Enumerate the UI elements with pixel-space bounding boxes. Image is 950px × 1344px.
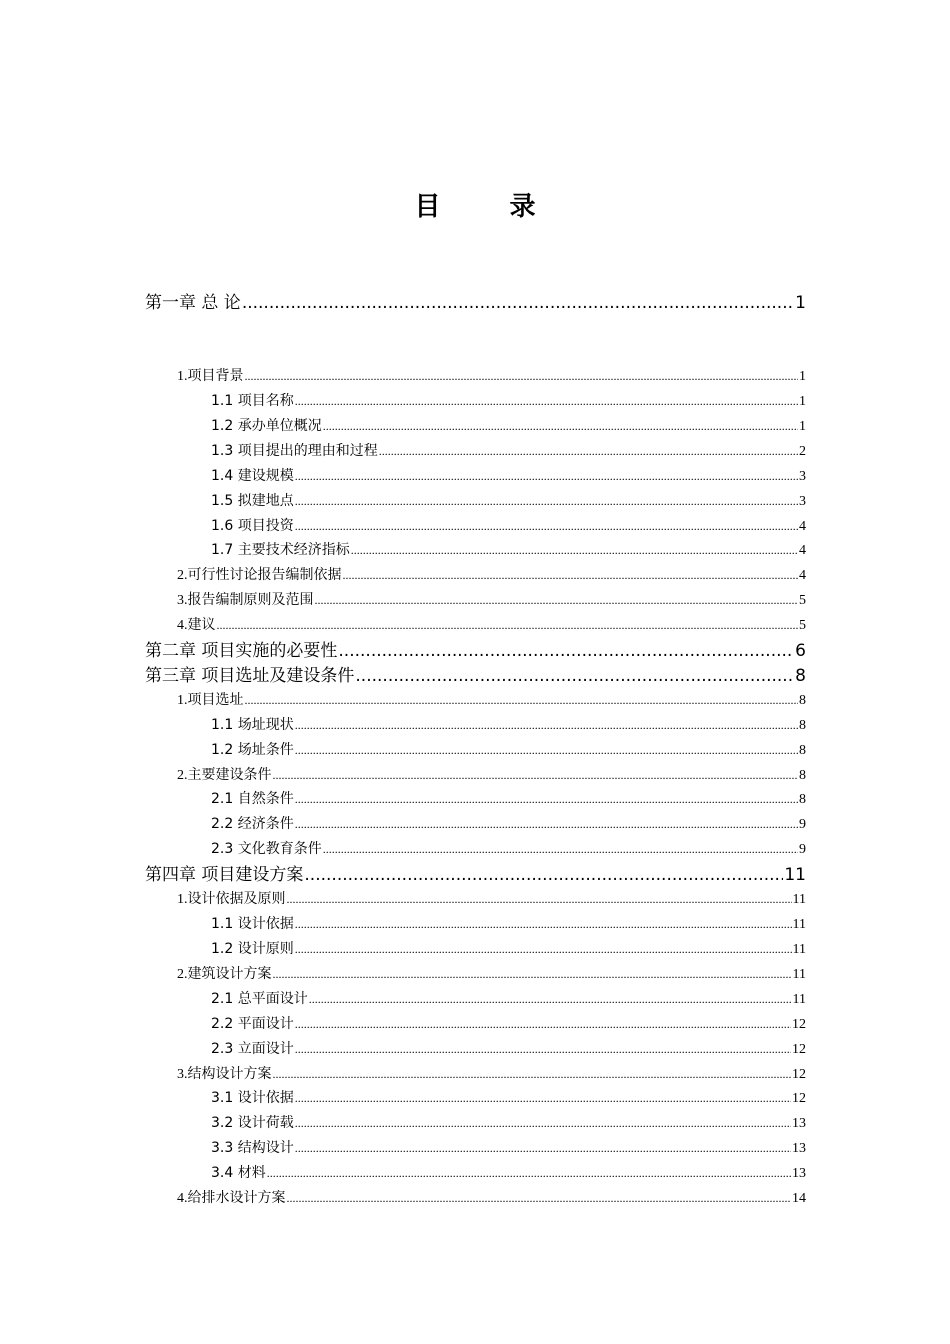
toc-leader-dots bbox=[295, 492, 798, 511]
toc-leader-dots bbox=[295, 741, 798, 760]
toc-leader-dots bbox=[295, 790, 798, 809]
toc-leader-dots bbox=[315, 591, 799, 610]
toc-leader-dots bbox=[351, 541, 798, 560]
toc-page-number: 1 bbox=[799, 419, 806, 434]
toc-page-number: 1 bbox=[799, 369, 806, 384]
toc-entry-label: 2.2 平面设计 bbox=[211, 1016, 294, 1032]
toc-entry-label: 第二章 项目实施的必要性 bbox=[145, 641, 338, 661]
toc-entry[interactable] bbox=[177, 616, 806, 635]
toc-leader-dots bbox=[304, 864, 783, 886]
toc-leader-dots bbox=[323, 417, 798, 436]
toc-entry-label: 1.6 项目投资 bbox=[211, 518, 294, 534]
toc-entry[interactable] bbox=[211, 417, 806, 436]
toc-entry[interactable] bbox=[177, 965, 806, 984]
toc-page-number: 11 bbox=[792, 942, 806, 957]
toc-page-number: 13 bbox=[792, 1166, 806, 1181]
toc-entry[interactable] bbox=[177, 367, 806, 386]
toc-leader-dots bbox=[287, 890, 792, 909]
toc-entry[interactable] bbox=[211, 1040, 806, 1059]
toc-page-number: 11 bbox=[792, 917, 806, 932]
toc-leader-dots bbox=[273, 766, 799, 785]
toc-page-number: 5 bbox=[799, 593, 806, 608]
toc-entry[interactable] bbox=[211, 741, 806, 760]
toc-leader-dots bbox=[245, 691, 799, 710]
toc-page-number: 4 bbox=[799, 543, 806, 558]
toc-leader-dots bbox=[295, 517, 798, 536]
toc-entry[interactable] bbox=[145, 292, 806, 314]
toc-leader-dots bbox=[295, 1114, 791, 1133]
toc-page-number: 3 bbox=[799, 494, 806, 509]
toc-page-number: 6 bbox=[795, 641, 806, 661]
toc-leader-dots bbox=[323, 840, 798, 859]
toc-page-number: 11 bbox=[792, 967, 806, 982]
toc-leader-dots bbox=[295, 815, 798, 834]
toc-leader-dots bbox=[295, 392, 798, 411]
toc-entry-label: 3.4 材料 bbox=[211, 1165, 266, 1181]
toc-entry-label: 4.给排水设计方案 bbox=[177, 1191, 286, 1206]
toc-entry-label: 第一章 总 论 bbox=[145, 293, 241, 313]
toc-entry-label: 2.3 文化教育条件 bbox=[211, 841, 322, 857]
toc-entry[interactable] bbox=[211, 815, 806, 834]
toc-page-number: 8 bbox=[799, 718, 806, 733]
toc-leader-dots bbox=[295, 1015, 791, 1034]
toc-page-number: 12 bbox=[792, 1091, 806, 1106]
toc-entry[interactable] bbox=[211, 1015, 806, 1034]
toc-entry-label: 2.可行性讨论报告编制依据 bbox=[177, 568, 342, 583]
toc-page-number: 11 bbox=[784, 865, 806, 885]
toc-page-number: 5 bbox=[799, 618, 806, 633]
toc-leader-dots bbox=[273, 1065, 792, 1084]
toc-entry-label: 1.设计依据及原则 bbox=[177, 892, 286, 907]
toc-leader-dots bbox=[295, 940, 792, 959]
toc-leader-dots bbox=[355, 665, 794, 687]
toc-entry[interactable] bbox=[211, 467, 806, 486]
toc-entry[interactable] bbox=[211, 790, 806, 809]
toc-entry[interactable] bbox=[177, 591, 806, 610]
toc-entry[interactable] bbox=[177, 566, 806, 585]
page-title: 目 录 bbox=[414, 192, 566, 222]
toc-page-number: 12 bbox=[792, 1067, 806, 1082]
toc-entry[interactable] bbox=[211, 392, 806, 411]
toc-leader-dots bbox=[343, 566, 799, 585]
toc-page-number: 1 bbox=[799, 394, 806, 409]
toc-leader-dots bbox=[217, 616, 799, 635]
toc-entry-label: 2.2 经济条件 bbox=[211, 816, 294, 832]
toc-entry[interactable] bbox=[177, 1065, 806, 1084]
toc-entry[interactable] bbox=[145, 640, 806, 662]
toc-page-number: 8 bbox=[799, 768, 806, 783]
toc-page-number: 2 bbox=[799, 444, 806, 459]
toc-entry-label: 2.3 立面设计 bbox=[211, 1041, 294, 1057]
toc-page-number: 14 bbox=[792, 1191, 806, 1206]
toc-leader-dots bbox=[309, 990, 792, 1009]
toc-entry[interactable] bbox=[211, 541, 806, 560]
toc-entry-label: 1.2 场址条件 bbox=[211, 742, 294, 758]
toc-entry-label: 2.1 总平面设计 bbox=[211, 991, 308, 1007]
toc-page-number: 13 bbox=[792, 1141, 806, 1156]
toc-entry-label: 3.2 设计荷载 bbox=[211, 1115, 294, 1131]
toc-entry[interactable] bbox=[211, 915, 806, 934]
toc-page-number: 1 bbox=[795, 293, 806, 313]
toc-entry[interactable] bbox=[211, 940, 806, 959]
toc-entry-label: 1.3 项目提出的理由和过程 bbox=[211, 443, 378, 459]
toc-entry-label: 1.4 建设规模 bbox=[211, 468, 294, 484]
toc-page-number: 9 bbox=[799, 842, 806, 857]
toc-entry-label: 3.3 结构设计 bbox=[211, 1140, 294, 1156]
toc-entry[interactable] bbox=[211, 990, 806, 1009]
toc-page-number: 12 bbox=[792, 1042, 806, 1057]
toc-entry-label: 2.1 自然条件 bbox=[211, 791, 294, 807]
toc-leader-dots bbox=[245, 367, 799, 386]
toc-page-number: 8 bbox=[795, 666, 806, 686]
toc-leader-dots bbox=[295, 1139, 791, 1158]
toc-leader-dots bbox=[273, 965, 792, 984]
toc-entry[interactable] bbox=[177, 1189, 806, 1208]
toc-page-number: 4 bbox=[799, 568, 806, 583]
toc-entry-label: 1.1 项目名称 bbox=[211, 393, 294, 409]
toc-entry-label: 4.建议 bbox=[177, 618, 216, 633]
toc-entry-label: 1.1 场址现状 bbox=[211, 717, 294, 733]
toc-page-number: 8 bbox=[799, 792, 806, 807]
toc-leader-dots bbox=[295, 1040, 791, 1059]
toc-entry[interactable] bbox=[177, 766, 806, 785]
toc-entry-label: 1.7 主要技术经济指标 bbox=[211, 542, 350, 558]
toc-page-number: 8 bbox=[799, 743, 806, 758]
toc-entry-label: 第三章 项目选址及建设条件 bbox=[145, 666, 355, 686]
toc-entry[interactable] bbox=[211, 716, 806, 735]
toc-page-number: 13 bbox=[792, 1116, 806, 1131]
toc-page-number: 3 bbox=[799, 469, 806, 484]
toc-entry-label: 第四章 项目建设方案 bbox=[145, 865, 304, 885]
toc-page-number: 11 bbox=[792, 892, 806, 907]
toc-entry[interactable] bbox=[211, 1164, 806, 1183]
toc-entry[interactable] bbox=[211, 1089, 806, 1108]
toc-entry-label: 3.结构设计方案 bbox=[177, 1067, 272, 1082]
toc-entry[interactable] bbox=[211, 1139, 806, 1158]
toc-entry-label: 3.1 设计依据 bbox=[211, 1090, 294, 1106]
toc-leader-dots bbox=[295, 1089, 791, 1108]
toc-entry[interactable] bbox=[211, 442, 806, 461]
toc-entry-label: 1.5 拟建地点 bbox=[211, 493, 294, 509]
toc-page-number: 9 bbox=[799, 817, 806, 832]
toc-entry-label: 2.主要建设条件 bbox=[177, 768, 272, 783]
toc-leader-dots bbox=[295, 915, 792, 934]
toc-entry-label: 1.2 设计原则 bbox=[211, 941, 294, 957]
toc-page-number: 12 bbox=[792, 1017, 806, 1032]
toc-entry-label: 3.报告编制原则及范围 bbox=[177, 593, 314, 608]
toc-entry[interactable] bbox=[145, 864, 806, 886]
toc-entry-label: 1.项目背景 bbox=[177, 369, 244, 384]
toc-leader-dots bbox=[295, 467, 798, 486]
toc-page-number: 4 bbox=[799, 519, 806, 534]
toc-leader-dots bbox=[295, 716, 798, 735]
toc-page-number: 11 bbox=[792, 992, 806, 1007]
toc-entry[interactable] bbox=[211, 517, 806, 536]
toc-leader-dots bbox=[267, 1164, 791, 1183]
toc-entry-label: 1.项目选址 bbox=[177, 693, 244, 708]
toc-entry[interactable] bbox=[177, 890, 806, 909]
toc-entry[interactable] bbox=[211, 1114, 806, 1133]
toc-entry[interactable] bbox=[211, 840, 806, 859]
toc-leader-dots bbox=[287, 1189, 792, 1208]
toc-entry[interactable] bbox=[177, 691, 806, 710]
toc-page-number: 8 bbox=[799, 693, 806, 708]
toc-entry-label: 2.建筑设计方案 bbox=[177, 967, 272, 982]
toc-entry[interactable] bbox=[145, 665, 806, 687]
toc-entry-label: 1.2 承办单位概况 bbox=[211, 418, 322, 434]
toc-entry[interactable] bbox=[211, 492, 806, 511]
toc-leader-dots bbox=[379, 442, 798, 461]
toc-leader-dots bbox=[242, 292, 794, 314]
toc-leader-dots bbox=[338, 640, 794, 662]
toc-entry-label: 1.1 设计依据 bbox=[211, 916, 294, 932]
